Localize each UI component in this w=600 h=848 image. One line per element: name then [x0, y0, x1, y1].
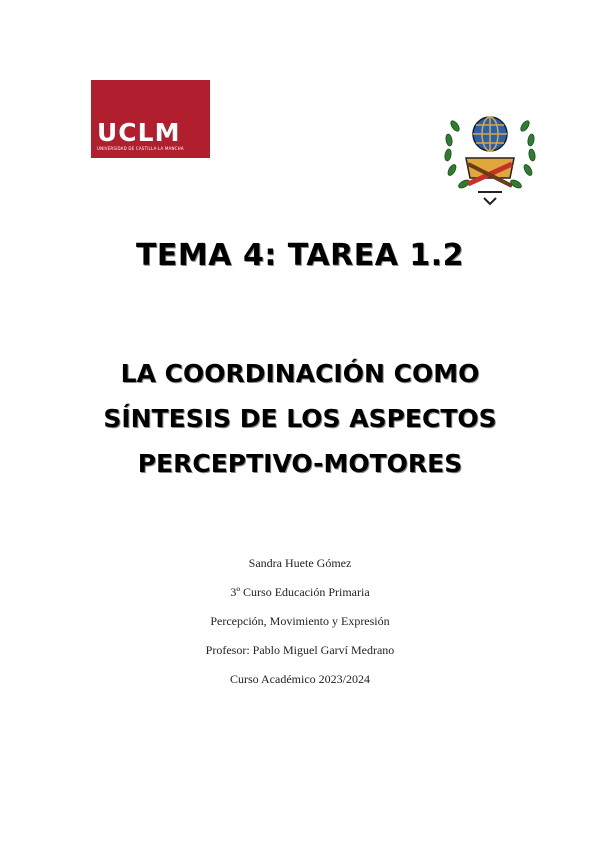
uclm-logo — [91, 80, 210, 158]
professor-name: Profesor: Pablo Miguel Garví Medrano — [205, 643, 395, 657]
subject-name: Percepción, Movimiento y Expresión — [210, 614, 390, 628]
page-title: TEMA 4: TAREA 1.2 — [135, 238, 465, 273]
subtitle-line: PERCEPTIVO-MOTORES — [137, 449, 463, 478]
author-name: Sandra Huete Gómez — [248, 556, 352, 570]
faculty-seal-emblem — [438, 100, 542, 208]
logo-wordmark: UCLM — [97, 118, 181, 147]
subtitle — [0, 351, 600, 486]
logo-tagline: UNIVERSIDAD DE CASTILLA-LA MANCHA — [97, 146, 184, 151]
academic-year: Curso Académico 2023/2024 — [230, 672, 370, 686]
cover-info — [0, 556, 600, 701]
subtitle-line: SÍNTESIS DE LOS ASPECTOS — [103, 404, 497, 433]
subtitle-line: LA COORDINACIÓN COMO — [120, 359, 480, 388]
course-name: 3º Curso Educación Primaria — [230, 585, 370, 599]
